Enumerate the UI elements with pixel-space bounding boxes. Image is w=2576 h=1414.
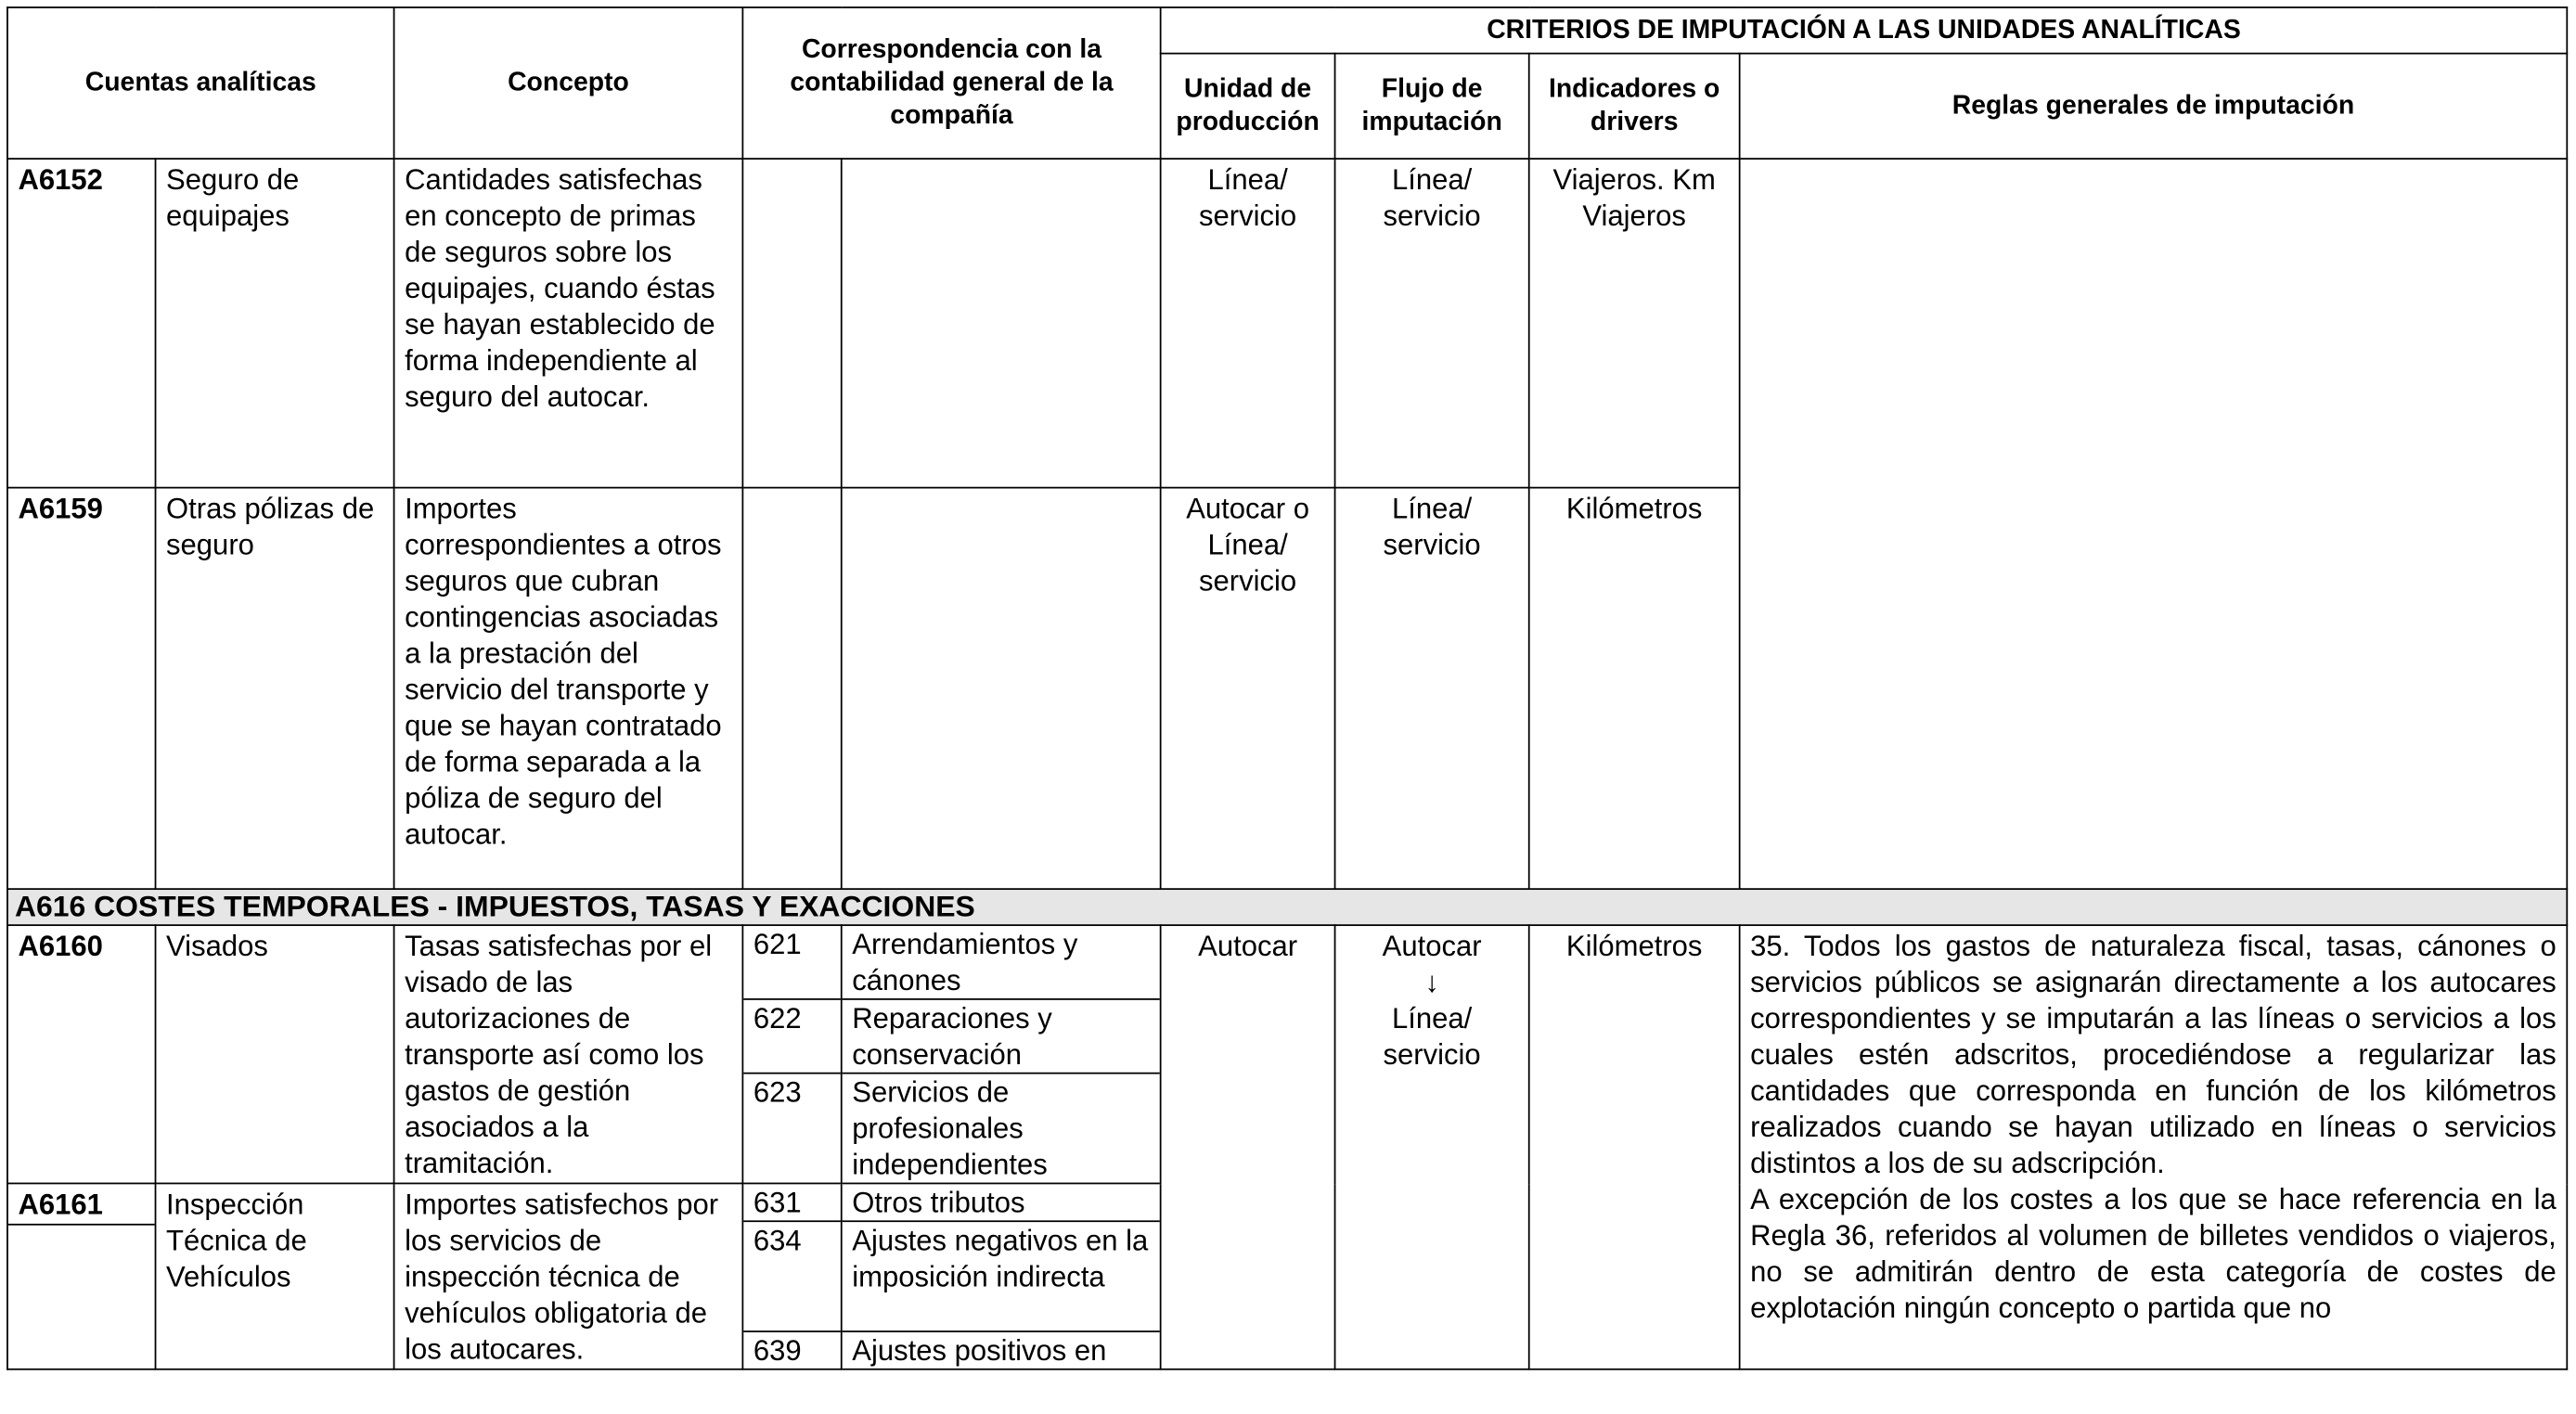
correspondence-label xyxy=(842,159,1161,488)
header-concepto: Concepto xyxy=(394,7,743,159)
account-name: Seguro de equipajes xyxy=(156,159,394,488)
correspondence-numbers xyxy=(742,925,841,1369)
account-label: Ajustes positivos en xyxy=(852,1333,1107,1368)
header-cuentas: Cuentas analíticas xyxy=(7,7,394,159)
correspondence-labels xyxy=(842,925,1161,1369)
account-code xyxy=(7,1183,156,1369)
account-concept: Cantidades satisfechas en concepto de primas de seguros sobre los equipajes, cuando éstas se hayan establecido de forma independiente al seguro del autocar. xyxy=(394,159,743,488)
down-arrow-icon: ↓ xyxy=(1424,965,1439,999)
account-number: 634 xyxy=(743,1222,841,1332)
account-code-text: A6161 xyxy=(8,1184,155,1225)
section-title: A616 COSTES TEMPORALES - IMPUESTOS, TASAS Y EXACCIONES xyxy=(7,889,2567,925)
header-criterios: CRITERIOS DE IMPUTACIÓN A LAS UNIDADES ANALÍTICAS xyxy=(1161,7,2568,54)
account-code: A6160 xyxy=(7,925,156,1183)
account-label: Otros tributos xyxy=(843,1184,1160,1222)
indicador-driver: Kilómetros xyxy=(1529,488,1740,890)
account-name: Inspección Técnica de Vehículos xyxy=(156,1183,394,1369)
account-concept: Importes satisfechos por los servicios de inspección técnica de vehículos obligatoria de los autocares. xyxy=(394,1183,743,1369)
unidad-produccion: Autocar o Línea/ servicio xyxy=(1161,488,1335,890)
account-number: 622 xyxy=(743,1000,841,1074)
correspondence-number xyxy=(742,488,841,890)
imputation-table xyxy=(6,6,2568,1370)
flujo-bottom: Línea/ servicio xyxy=(1383,1001,1481,1072)
account-name: Otras pólizas de seguro xyxy=(156,488,394,890)
header-unidad: Unidad de producción xyxy=(1161,54,1335,159)
table-row xyxy=(7,159,2567,488)
account-code: A6152 xyxy=(7,159,156,488)
flujo-imputacion: Línea/ servicio xyxy=(1335,159,1529,488)
header-reglas: Reglas generales de imputación xyxy=(1740,54,2568,159)
account-name: Visados xyxy=(156,925,394,1183)
flujo-top: Autocar xyxy=(1382,929,1482,963)
account-number: 621 xyxy=(743,926,841,1000)
indicador-driver: Viajeros. Km Viajeros xyxy=(1529,159,1740,488)
account-label: Ajustes negativos en la imposición indirecta xyxy=(843,1222,1160,1332)
account-label: Reparaciones y conservación xyxy=(843,1000,1160,1074)
account-number: 623 xyxy=(743,1074,841,1185)
reglas-empty xyxy=(1740,159,2568,889)
header-indicadores: Indicadores o drivers xyxy=(1529,54,1740,159)
flujo-imputacion xyxy=(1335,925,1529,1369)
account-label: Servicios de profesionales independientes xyxy=(843,1074,1160,1185)
account-concept: Importes correspondientes a otros seguros que cubran contingencias asociadas a la prestación del servicio del transporte y que se hayan contratado de forma separada a la póliza de seguro del autocar. xyxy=(394,488,743,890)
flujo-imputacion: Línea/ servicio xyxy=(1335,488,1529,890)
unidad-produccion: Autocar xyxy=(1161,925,1335,1369)
unidad-produccion: Línea/ servicio xyxy=(1161,159,1335,488)
indicador-driver: Kilómetros xyxy=(1529,925,1740,1369)
account-concept: Tasas satisfechas por el visado de las autorizaciones de transporte así como los gastos de gestión asociados a la tramitación. xyxy=(394,925,743,1183)
account-number: 631 xyxy=(743,1184,841,1222)
correspondence-label xyxy=(842,488,1161,890)
regla-parrafo-2: A excepción de los costes a los que se hace referencia en la Regla 36, referidos al volumen de billetes vendidos o viajeros, no se admitirán dentro de esta categoría de costes de explotación ningún concepto o partida que no xyxy=(1750,1182,2557,1325)
header-correspondencia: Correspondencia con la contabilidad general de la compañía xyxy=(742,7,1160,159)
account-label: Arrendamientos y cánones xyxy=(843,926,1160,1000)
correspondence-number xyxy=(742,159,841,488)
account-code: A6159 xyxy=(7,488,156,890)
regla-parrafo-1: 35. Todos los gastos de naturaleza fiscal, tasas, cánones o servicios públicos se asignarán directamente a los autocares correspondientes y se imputarán a las líneas o servicios a los cuales estén adscritos, procediéndose a regularizar las cantidades que corresponda en función de los kilómetros realizados cuando se hayan utilizado en líneas o servicios distintos a los de su adscripción. xyxy=(1750,929,2557,1180)
header-flujo: Flujo de imputación xyxy=(1335,54,1529,159)
table-row xyxy=(7,925,2567,1183)
regla-texto xyxy=(1740,925,2568,1369)
section-row xyxy=(7,889,2567,925)
account-number: 639 xyxy=(753,1333,802,1368)
